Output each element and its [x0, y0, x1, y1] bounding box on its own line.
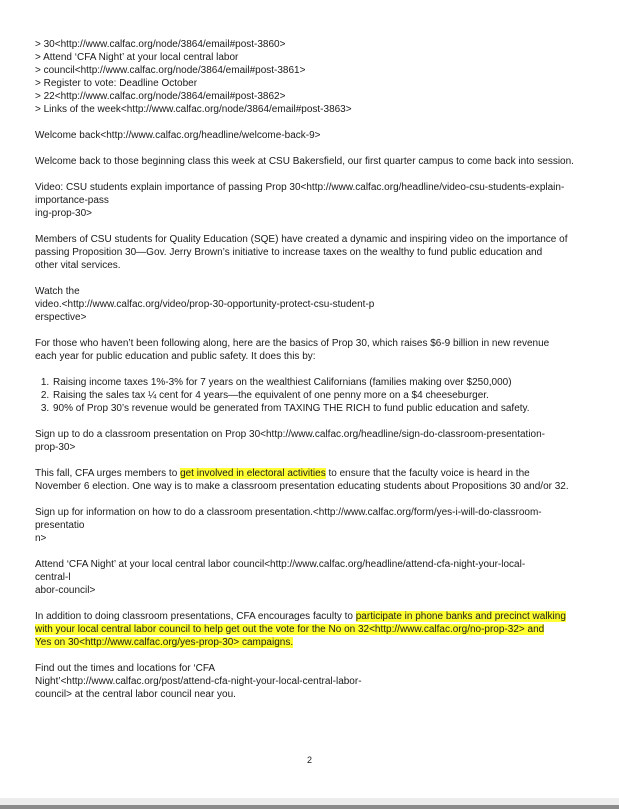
fall-line	[35, 467, 595, 480]
sqe-paragraph	[35, 233, 595, 272]
watch-line: erspective>	[35, 312, 87, 323]
page-number: 2	[306, 755, 312, 765]
welcome-text: Welcome back to those beginning class this week at CSU Bakersfield, our first quarter campus to come back into session.	[35, 156, 574, 167]
header-link-line: > council<http://www.calfac.org/node/3864/email#post-3861>	[35, 65, 306, 76]
highlighted-text: with your local central labor council to help get out the vote for the No on 32<http://www.calfac.org/no-prop-32> and	[35, 624, 545, 635]
signup-paragraph	[35, 428, 595, 454]
find-paragraph	[35, 662, 595, 701]
watch-paragraph	[35, 285, 595, 324]
fall-line: November 6 election. One way is to make a classroom presentation educating students about Propositions 30 and/or 32.	[35, 481, 569, 492]
video-line: ing-prop-30>	[35, 208, 92, 219]
addition-line	[35, 623, 595, 636]
welcome-heading	[35, 129, 595, 142]
video-line: Video: CSU students explain importance of passing Prop 30<http://www.calfac.org/headline/video-csu-students-explain-	[35, 182, 565, 193]
addition-line	[35, 610, 595, 623]
welcome-paragraph	[35, 155, 595, 168]
sqe-line: passing Proposition 30—Gov. Jerry Brown’s initiative to increase taxes on the wealthy to fund public education and	[35, 247, 543, 258]
basics-line: For those who haven’t been following along, here are the basics of Prop 30, which raises $6-9 billion in new revenue	[35, 338, 550, 349]
signup-info-line: presentatio	[35, 520, 85, 531]
signup-info-line: Sign up for information on how to do a classroom presentation.<http://www.calfac.org/form/yes-i-will-do-classroom-	[35, 507, 542, 518]
header-link-line: > 22<http://www.calfac.org/node/3864/email#post-3862>	[35, 91, 286, 102]
signup-info-line: n>	[35, 533, 47, 544]
signup-info-paragraph	[35, 506, 595, 545]
addition-paragraph	[35, 610, 595, 649]
page-shadow	[0, 805, 619, 809]
attend-line: abor-council>	[35, 585, 96, 596]
highlighted-text: participate in phone banks and precinct walking	[355, 611, 566, 622]
list-item: 3. 90% of Prop 30’s revenue would be generated from TAXING THE RICH to fund public education and safety.	[52, 402, 595, 415]
sqe-line: Members of CSU students for Quality Education (SQE) have created a dynamic and inspiring video on the importance of	[35, 234, 568, 245]
find-line: Night’<http://www.calfac.org/post/attend-cfa-night-your-local-central-labor-	[35, 676, 362, 687]
header-link-line: > 30<http://www.calfac.org/node/3864/email#post-3860>	[35, 39, 286, 50]
email-body	[35, 38, 595, 714]
watch-line: Watch the	[35, 286, 80, 297]
highlighted-text: Yes on 30<http://www.calfac.org/yes-prop-30> campaigns.	[35, 637, 294, 648]
attend-line: central-l	[35, 572, 71, 583]
page-gutter	[0, 798, 619, 809]
basics-line: each year for public education and public safety. It does this by:	[35, 351, 316, 362]
addition-line	[35, 636, 595, 649]
header-link-list	[35, 38, 595, 116]
list-item: 2. Raising the sales tax ¼ cent for 4 years—the equivalent of one penny more on a $4 cheeseburger.	[52, 389, 595, 402]
welcome-link-text: Welcome back<http://www.calfac.org/headline/welcome-back-9>	[35, 130, 321, 141]
header-link-line: > Register to vote: Deadline October	[35, 78, 198, 89]
fall-text: to ensure that the faculty voice is heard in the	[325, 468, 530, 479]
fall-paragraph	[35, 467, 595, 493]
addition-text: In addition to doing classroom presentations, CFA encourages faculty to	[35, 611, 356, 622]
fall-text: This fall, CFA urges members to	[35, 468, 181, 479]
attend-line: Attend ‘CFA Night’ at your local central labor council<http://www.calfac.org/headline/attend-cfa-night-your-local-	[35, 559, 526, 570]
video-heading	[35, 181, 595, 220]
find-line: Find out the times and locations for ‘CFA	[35, 663, 216, 674]
prop30-points-list	[35, 376, 595, 415]
sqe-line: other vital services.	[35, 260, 121, 271]
signup-line: prop-30>	[35, 442, 76, 453]
header-link-line: > Links of the week<http://www.calfac.org/node/3864/email#post-3863>	[35, 104, 352, 115]
watch-line: video.<http://www.calfac.org/video/prop-30-opportunity-protect-csu-student-p	[35, 299, 375, 310]
header-link-line: > Attend ‘CFA Night’ at your local central labor	[35, 52, 239, 63]
attend-paragraph	[35, 558, 595, 597]
list-item: 1. Raising income taxes 1%-3% for 7 years on the wealthiest Californians (families making over $250,000)	[52, 376, 595, 389]
video-line: importance-pass	[35, 195, 109, 206]
basics-paragraph	[35, 337, 595, 363]
highlighted-text: get involved in electoral activities	[180, 468, 326, 479]
find-line: council> at the central labor council near you.	[35, 689, 236, 700]
signup-line: Sign up to do a classroom presentation on Prop 30<http://www.calfac.org/headline/sign-do-classroom-presentation-	[35, 429, 546, 440]
